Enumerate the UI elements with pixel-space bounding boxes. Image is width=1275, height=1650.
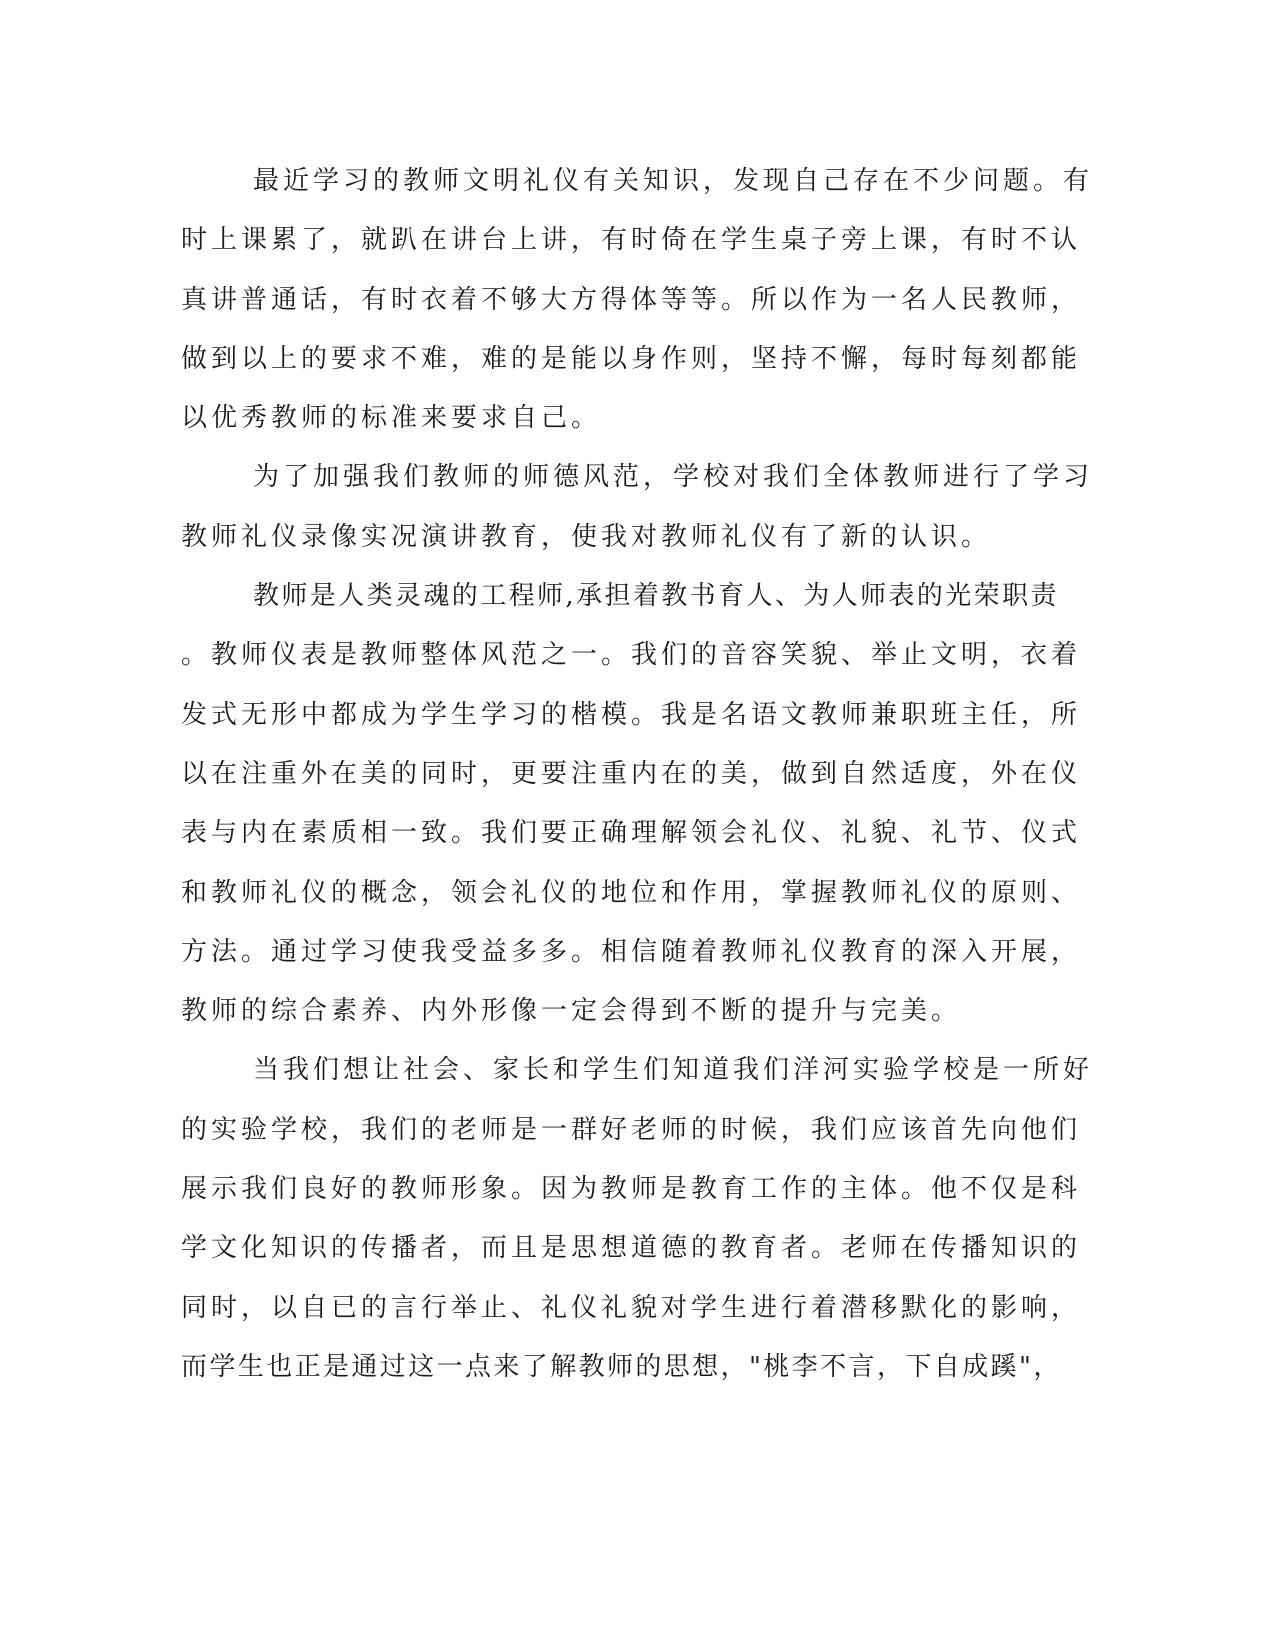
document-body: [181, 152, 1094, 1397]
paragraph-line: 的实验学校，我们的老师是一群好老师的时候，我们应该首先向他们: [181, 1114, 1082, 1145]
paragraph-4: [181, 1041, 1094, 1397]
paragraph-line: 教师是人类灵魂的工程师,承担着教书育人、为人师表的光荣职责: [253, 581, 1059, 612]
paragraph-line: 同时，以自已的言行举止、礼仪礼貌对学生进行着潜移默化的影响，: [181, 1292, 1082, 1323]
paragraph-line: 方法。通过学习使我受益多多。相信随着教师礼仪教育的深入开展，: [181, 936, 1082, 967]
paragraph-line: 以优秀教师的标准来要求自己。: [181, 403, 602, 434]
paragraph-line: 当我们想让社会、家长和学生们知道我们洋河实验学校是一所好: [253, 1055, 1094, 1086]
paragraph-line: 和教师礼仪的概念，领会礼仪的地位和作用，掌握教师礼仪的原则、: [181, 877, 1082, 908]
paragraph-line: 教师礼仪录像实况演讲教育，使我对教师礼仪有了新的认识。: [181, 521, 992, 552]
paragraph-3: [181, 567, 1082, 1041]
paragraph-line: 做到以上的要求不难，难的是能以身作则，坚持不懈，每时每刻都能: [181, 343, 1082, 374]
paragraph-line: 真讲普通话，有时衣着不够大方得体等等。所以作为一名人民教师，: [181, 284, 1082, 315]
paragraph-line: 以在注重外在美的同时，更要注重内在的美，做到自然适度，外在仪: [181, 758, 1082, 789]
paragraph-line: 表与内在素质相一致。我们要正确理解领会礼仪、礼貌、礼节、仪式: [181, 818, 1082, 849]
paragraph-line: 最近学习的教师文明礼仪有关知识，发现自己存在不少问题。有: [253, 166, 1094, 196]
paragraph-2: [181, 448, 1094, 567]
paragraph-line: 发式无形中都成为学生学习的楷模。我是名语文教师兼职班主任，所: [181, 699, 1082, 730]
paragraph-line: 。教师仪表是教师整体风范之一。我们的音容笑貌、举止文明，衣着: [181, 640, 1082, 671]
paragraph-line: 而学生也正是通过这一点来了解教师的思想，"桃李不言，下自成蹊"，: [181, 1351, 1062, 1382]
paragraph-line: 为了加强我们教师的师德风范，学校对我们全体教师进行了学习: [253, 462, 1094, 493]
paragraph-line: 教师的综合素养、内外形像一定会得到不断的提升与完美。: [181, 996, 962, 1027]
paragraph-line: 学文化知识的传播者，而且是思想道德的教育者。老师在传播知识的: [181, 1233, 1082, 1264]
paragraph-line: 时上课累了，就趴在讲台上讲，有时倚在学生桌子旁上课，有时不认: [181, 225, 1082, 256]
paragraph-line: 展示我们良好的教师形象。因为教师是教育工作的主体。他不仅是科: [181, 1174, 1082, 1205]
paragraph-1: [181, 152, 1094, 448]
